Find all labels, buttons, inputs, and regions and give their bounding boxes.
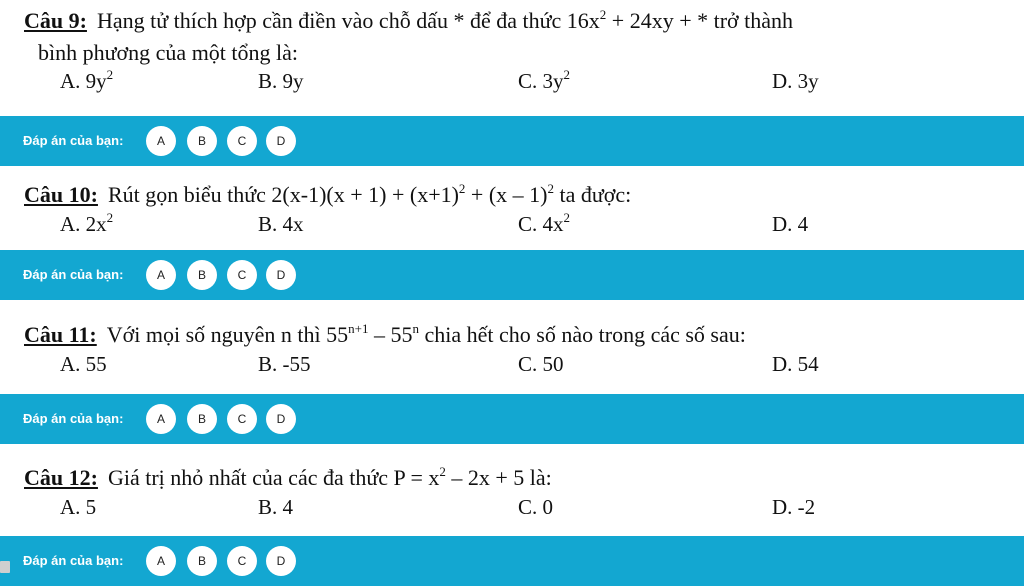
answer-label: Đáp án của bạn: xyxy=(23,133,124,148)
answer-10-choice-d[interactable]: D xyxy=(266,260,296,290)
answer-bar-10 xyxy=(0,250,1024,300)
answer-9-choice-b[interactable]: B xyxy=(187,126,217,156)
flag-icon xyxy=(0,561,10,573)
answer-12-choice-b[interactable]: B xyxy=(187,546,217,576)
question-12-option-c: C. 0 xyxy=(518,495,554,519)
answer-10-choice-c[interactable]: C xyxy=(227,260,257,290)
question-9-text-line2: bình phương của một tổng là: xyxy=(38,40,299,65)
question-9-option-c: C. $3y^2$ xyxy=(518,67,571,93)
answer-11-choice-b[interactable]: B xyxy=(187,404,217,434)
answer-10-choice-b[interactable]: B xyxy=(187,260,217,290)
question-11-option-d: D. 54 xyxy=(772,352,819,376)
answer-label: Đáp án của bạn: xyxy=(23,411,124,426)
question-9-number: Câu 9: xyxy=(24,8,87,33)
answer-9-choice-d[interactable]: D xyxy=(266,126,296,156)
answer-label: Đáp án của bạn: xyxy=(23,267,124,282)
question-12-option-b: B. 4 xyxy=(258,495,294,519)
answer-12-choice-d[interactable]: D xyxy=(266,546,296,576)
question-10-option-c: C. $4x^2$ xyxy=(518,210,571,236)
question-11-option-c: C. 50 xyxy=(518,352,564,376)
question-10-text: Câu 10: Rút gọn biểu thức $2(x-1)(x + 1) + (x+1)^2 + (x - 1)^2$ ta được: xyxy=(24,181,632,207)
question-10-number: Câu 10: xyxy=(24,182,98,207)
answer-11-choice-d[interactable]: D xyxy=(266,404,296,434)
question-11-text: Câu 11: Với mọi số nguyên n thì $55^{n+1} - 55^n$ chia hết cho số nào trong các số sau: xyxy=(24,321,746,347)
answer-bar-12 xyxy=(0,536,1024,586)
answer-9-choice-c[interactable]: C xyxy=(227,126,257,156)
question-12-number: Câu 12: xyxy=(24,465,98,490)
question-10-option-a: A. $2x^2$ xyxy=(60,210,114,236)
answer-12-choice-c[interactable]: C xyxy=(227,546,257,576)
question-10-option-d: D. 4 xyxy=(772,212,809,236)
answer-bar-9 xyxy=(0,116,1024,166)
answer-11-choice-a[interactable]: A xyxy=(146,404,176,434)
answer-10-choice-a[interactable]: A xyxy=(146,260,176,290)
question-9-option-b: B. 9y xyxy=(258,69,304,93)
answer-bar-11 xyxy=(0,394,1024,444)
answer-9-choice-a[interactable]: A xyxy=(146,126,176,156)
question-9-option-a: A. $9y^2$ xyxy=(60,67,114,93)
question-9-text: Câu 9: Hạng tử thích hợp cần điền vào chỗ dấu * để đa thức $16x^2 + 24xy$ + * trở thành xyxy=(24,7,794,33)
question-10-option-b: B. 4x xyxy=(258,212,304,236)
answer-11-choice-c[interactable]: C xyxy=(227,404,257,434)
question-12-option-d: D. -2 xyxy=(772,495,816,519)
question-12-text: Câu 12: Giá trị nhỏ nhất của các đa thức $P = x^2 - 2x + 5$ là: xyxy=(24,464,552,490)
question-11-number: Câu 11: xyxy=(24,322,97,347)
question-11-option-b: B. -55 xyxy=(258,352,311,376)
question-9-option-d: D. 3y xyxy=(772,69,819,93)
question-12-option-a: A. 5 xyxy=(60,495,97,519)
answer-label: Đáp án của bạn: xyxy=(23,553,124,568)
answer-12-choice-a[interactable]: A xyxy=(146,546,176,576)
question-11-option-a: A. 55 xyxy=(60,352,107,376)
